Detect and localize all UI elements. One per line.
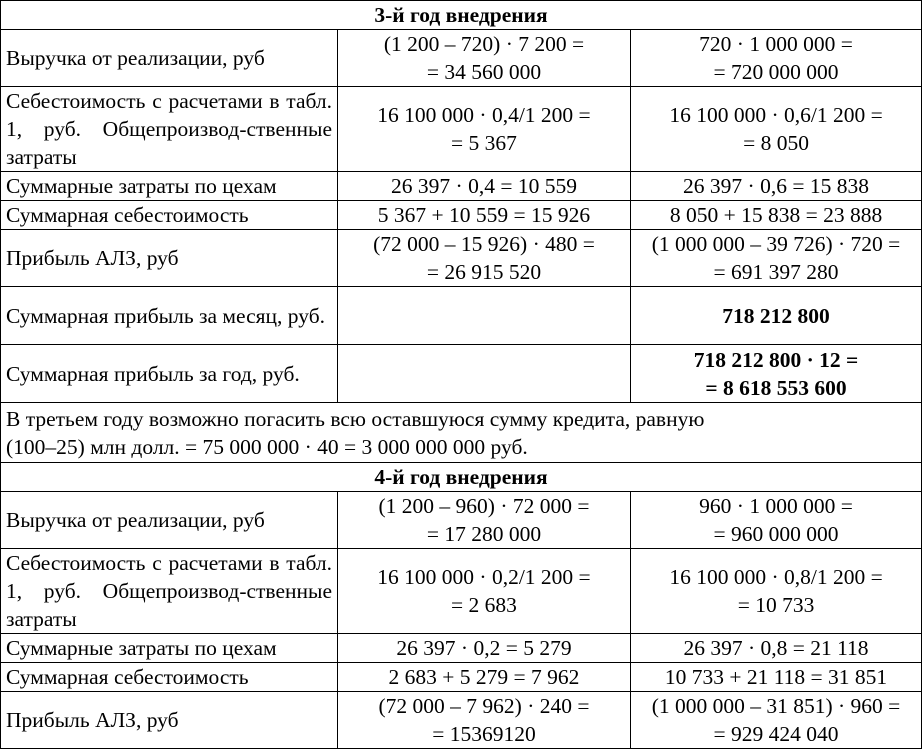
value-line: 718 212 800 · 12 = <box>693 347 859 372</box>
row-label: Суммарные затраты по цехам <box>1 634 338 663</box>
value-line: = 17 280 000 <box>426 522 542 546</box>
value-column-1 <box>338 692 631 749</box>
value-line: 26 397 · 0,4 = 10 559 <box>391 174 577 198</box>
year3-note <box>1 403 922 463</box>
value-column-1 <box>338 287 631 345</box>
value-line: 16 100 000 · 0,8/1 200 = <box>669 565 883 589</box>
value-column-2 <box>631 634 922 663</box>
row-label: Прибыль АЛЗ, руб <box>1 692 338 749</box>
value-column-1 <box>338 201 631 230</box>
value-column-1 <box>338 230 631 287</box>
value-line: = 2 683 <box>451 593 517 617</box>
value-column-1 <box>338 87 631 172</box>
value-column-2 <box>631 663 922 692</box>
year3-note-row <box>1 403 922 463</box>
row-label: Суммарная себестоимость <box>1 663 338 692</box>
value-line: (72 000 – 15 926) · 480 = <box>373 232 595 256</box>
value-column-2 <box>631 345 922 403</box>
year3-row <box>1 201 922 230</box>
value-line: = 8 618 553 600 <box>705 375 847 400</box>
year4-row <box>1 692 922 749</box>
value-line: = 34 560 000 <box>426 60 542 84</box>
value-column-2 <box>631 492 922 549</box>
value-line: = 960 000 000 <box>713 522 839 546</box>
row-label: Суммарные затраты по цехам <box>1 172 338 201</box>
value-column-2 <box>631 30 922 87</box>
value-line: 16 100 000 · 0,6/1 200 = <box>669 103 883 127</box>
value-column-2 <box>631 230 922 287</box>
year3-header-row <box>1 1 922 30</box>
value-column-1 <box>338 549 631 634</box>
year4-row <box>1 663 922 692</box>
value-line: 8 050 + 15 838 = 23 888 <box>669 203 883 227</box>
row-label: Себестоимость с расчетами в табл. 1, руб. Общепроизвод-ственные затраты <box>1 87 338 172</box>
year4-header-row <box>1 463 922 492</box>
year3-row <box>1 230 922 287</box>
row-label: Выручка от реализации, руб <box>1 30 338 87</box>
value-column-1 <box>338 345 631 403</box>
year3-note-line-1: В третьем году возможно погасить всю оставшуюся сумму кредита, равную <box>6 406 705 431</box>
value-line: 26 397 · 0,8 = 21 118 <box>683 636 869 660</box>
year4-title: 4-й год внедрения <box>1 463 922 492</box>
value-line: = 10 733 <box>737 593 815 617</box>
value-line: 16 100 000 · 0,4/1 200 = <box>377 103 591 127</box>
value-line: 10 733 + 21 118 = 31 851 <box>664 665 888 689</box>
value-column-1 <box>338 30 631 87</box>
year3-row <box>1 287 922 345</box>
value-line: 26 397 · 0,2 = 5 279 <box>396 636 572 660</box>
year3-note-line-2: (100–25) млн долл. = 75 000 000 · 40 = 3 000 000 000 руб. <box>6 434 528 459</box>
year3-row <box>1 172 922 201</box>
value-line: 960 · 1 000 000 = <box>699 494 853 518</box>
value-column-1 <box>338 172 631 201</box>
row-label: Суммарная себестоимость <box>1 201 338 230</box>
row-label: Выручка от реализации, руб <box>1 492 338 549</box>
value-column-1 <box>338 663 631 692</box>
value-column-2 <box>631 172 922 201</box>
value-column-2 <box>631 692 922 749</box>
value-line: (1 000 000 – 39 726) · 720 = <box>651 232 901 256</box>
value-line: (1 200 – 960) · 72 000 = <box>378 494 590 518</box>
value-line: = 720 000 000 <box>713 60 839 84</box>
value-line: 26 397 · 0,6 = 15 838 <box>683 174 869 198</box>
value-line: 2 683 + 5 279 = 7 962 <box>388 665 580 689</box>
value-column-2 <box>631 549 922 634</box>
value-line: 720 · 1 000 000 = <box>699 32 853 56</box>
year3-row <box>1 30 922 87</box>
value-line: 16 100 000 · 0,2/1 200 = <box>377 565 591 589</box>
value-column-1 <box>338 634 631 663</box>
value-line: = 5 367 <box>451 131 517 155</box>
value-column-1 <box>338 492 631 549</box>
value-line: = 691 397 280 <box>713 260 839 284</box>
value-line: 5 367 + 10 559 = 15 926 <box>377 203 591 227</box>
year4-row <box>1 549 922 634</box>
row-label: Суммарная прибыль за год, руб. <box>1 345 338 403</box>
row-label: Себестоимость с расчетами в табл. 1, руб. Общепроизвод-ственные затраты <box>1 549 338 634</box>
year3-row <box>1 87 922 172</box>
value-line: = 8 050 <box>743 131 809 155</box>
value-line: = 15369120 <box>432 722 536 746</box>
row-label: Прибыль АЛЗ, руб <box>1 230 338 287</box>
row-label: Суммарная прибыль за месяц, руб. <box>1 287 338 345</box>
value-column-2 <box>631 287 922 345</box>
year3-title: 3-й год внедрения <box>1 1 922 30</box>
value-line: (72 000 – 7 962) · 240 = <box>378 694 590 718</box>
value-column-2 <box>631 87 922 172</box>
table-body <box>1 1 922 749</box>
year4-row <box>1 634 922 663</box>
year3-row <box>1 345 922 403</box>
value-line: = 929 424 040 <box>713 722 839 746</box>
value-column-2 <box>631 201 922 230</box>
value-line: (1 200 – 720) · 7 200 = <box>383 32 585 56</box>
value-line: = 26 915 520 <box>426 260 542 284</box>
value-line: (1 000 000 – 31 851) · 960 = <box>651 694 901 718</box>
year4-row <box>1 492 922 549</box>
value-line: 718 212 800 <box>722 303 830 328</box>
